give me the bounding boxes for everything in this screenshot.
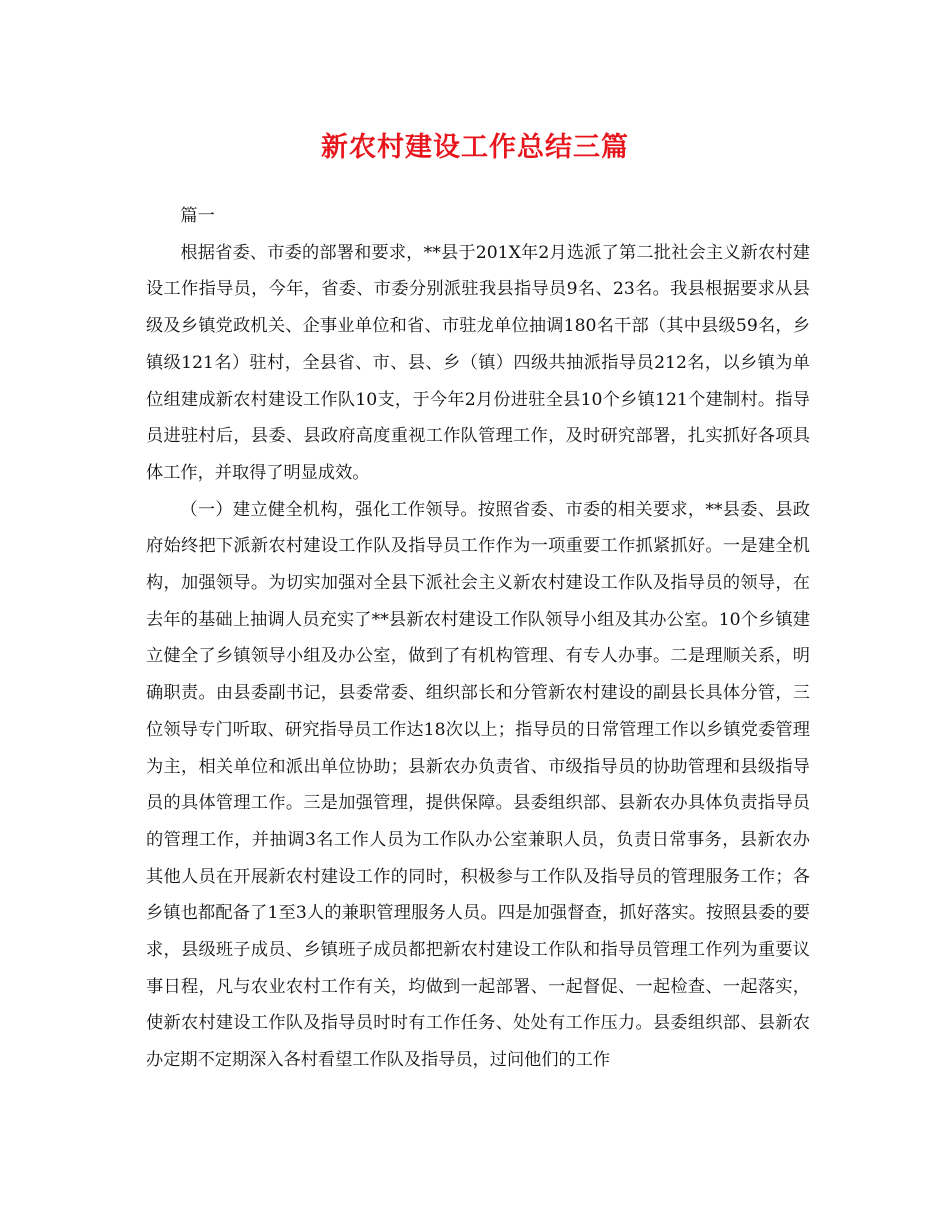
document-title: 新农村建设工作总结三篇: [321, 132, 629, 163]
document-body: [146, 198, 810, 1079]
section-heading: 篇一: [180, 206, 215, 226]
paragraph: 根据省委、市委的部署和要求，**县于201X年2月选派了第二批社会主义新农村建设工作指导员，今年，省委、市委分别派驻我县指导员9名、23名。我县根据要求从县级及乡镇党政机关、企事业单位和省、市驻龙单位抽调180名干部（其中县级59名，乡镇级121名）驻村，全县省、市、县、乡（镇）四级共抽派指导员212名，以乡镇为单位组建成新农村建设工作队10支，于今年2月份进驻全县10个乡镇121个建制村。指导员进驻村后，县委、县政府高度重视工作队管理工作，及时研究部署，扎实抓好各项具体工作，并取得了明显成效。: [146, 242, 810, 483]
paragraph: （一）建立健全机构，强化工作领导。按照省委、市委的相关要求，**县委、县政府始终把下派新农村建设工作队及指导员工作作为一项重要工作抓紧抓好。一是建全机构，加强领导。为切实加强对全县下派社会主义新农村建设工作队及指导员的领导，在去年的基础上抽调人员充实了**县新农村建设工作队领导小组及其办公室。10个乡镇建立健全了乡镇领导小组及办公室，做到了有机构管理、有专人办事。二是理顺关系，明确职责。由县委副书记，县委常委、组织部长和分管新农村建设的副县长具体分管，三位领导专门听取、研究指导员工作达18次以上；指导员的日常管理工作以乡镇党委管理为主，相关单位和派出单位协助；县新农办负责省、市级指导员的协助管理和县级指导员的具体管理工作。三是加强管理，提供保障。县委组织部、县新农办具体负责指导员的管理工作，并抽调3名工作人员为工作队办公室兼职人员，负责日常事务，县新农办其他人员在开展新农村建设工作的同时，积极参与工作队及指导员的管理服务工作；各乡镇也都配备了1至3人的兼职管理服务人员。四是加强督查，抓好落实。按照县委的要求，县级班子成员、乡镇班子成员都把新农村建设工作队和指导员管理工作列为重要议事日程，凡与农业农村工作有关，均做到一起部署、一起督促、一起检查、一起落实，使新农村建设工作队及指导员时时有工作任务、处处有工作压力。县委组织部、县新农办定期不定期深入各村看望工作队及指导员，过问他们的工作: [146, 499, 810, 1071]
